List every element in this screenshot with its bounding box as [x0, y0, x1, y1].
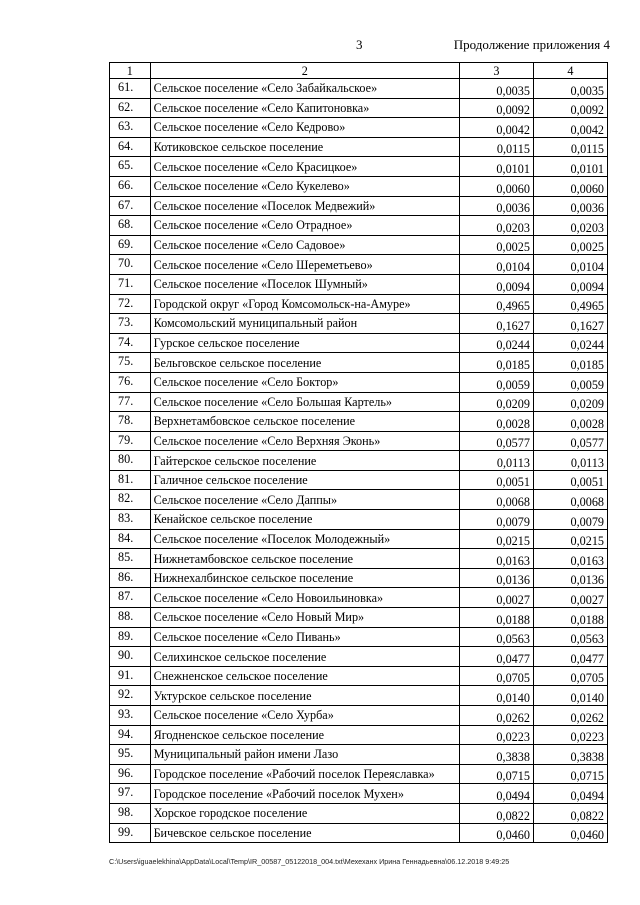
row-value-col4: 0,0051 [533, 470, 607, 490]
row-number: 90. [110, 647, 151, 667]
row-value-col4: 0,0042 [533, 118, 607, 138]
table-row [110, 157, 608, 177]
row-value-col4: 0,0036 [533, 196, 607, 216]
row-number: 74. [110, 333, 151, 353]
row-value-col3: 0,0244 [459, 333, 533, 353]
row-value-col3: 0,0203 [459, 216, 533, 236]
table-row [110, 529, 608, 549]
row-value-col3: 0,0059 [459, 372, 533, 392]
table-row [110, 608, 608, 628]
row-value-col3: 0,0092 [459, 98, 533, 118]
row-number: 69. [110, 235, 151, 255]
table-row [110, 314, 608, 334]
table-row [110, 470, 608, 490]
row-number: 81. [110, 470, 151, 490]
row-value-col3: 0,0101 [459, 157, 533, 177]
table-row [110, 216, 608, 236]
row-name: Сельское поселение «Село Пивань» [150, 627, 459, 647]
row-value-col4: 0,0060 [533, 176, 607, 196]
row-number: 75. [110, 353, 151, 373]
row-name: Сельское поселение «Село Боктор» [150, 372, 459, 392]
row-value-col3: 0,0477 [459, 647, 533, 667]
row-number: 93. [110, 706, 151, 726]
table-row [110, 353, 608, 373]
row-value-col4: 0,0188 [533, 608, 607, 628]
row-number: 65. [110, 157, 151, 177]
table-row [110, 784, 608, 804]
row-number: 67. [110, 196, 151, 216]
row-value-col3: 0,4965 [459, 294, 533, 314]
row-value-col4: 0,0209 [533, 392, 607, 412]
row-value-col3: 0,0185 [459, 353, 533, 373]
row-value-col3: 0,0094 [459, 274, 533, 294]
row-name: Сельское поселение «Село Отрадное» [150, 216, 459, 236]
row-value-col4: 0,0185 [533, 353, 607, 373]
table-row [110, 392, 608, 412]
row-number: 77. [110, 392, 151, 412]
row-name: Сельское поселение «Поселок Шумный» [150, 274, 459, 294]
row-value-col3: 0,0460 [459, 823, 533, 843]
row-value-col4: 0,0027 [533, 588, 607, 608]
row-number: 92. [110, 686, 151, 706]
row-name: Сельское поселение «Село Новоильиновка» [150, 588, 459, 608]
row-name: Городское поселение «Рабочий поселок Мухен» [150, 784, 459, 804]
footer-file-path: C:\Users\iguaelekhina\AppData\Local\Temp\IR_00587_05122018_004.txt\Мехеханх Ирина Геннадьевна\06.12.2018 9:49:25 [109, 857, 510, 866]
row-number: 68. [110, 216, 151, 236]
row-value-col3: 0,1627 [459, 314, 533, 334]
column-header-1: 1 [110, 63, 151, 79]
row-name: Сельское поселение «Поселок Молодежный» [150, 529, 459, 549]
row-value-col4: 0,3838 [533, 745, 607, 765]
table-row [110, 235, 608, 255]
row-value-col4: 0,0203 [533, 216, 607, 236]
table-row [110, 274, 608, 294]
table-row [110, 137, 608, 157]
row-name: Сельское поселение «Село Красицкое» [150, 157, 459, 177]
row-value-col3: 0,0042 [459, 118, 533, 138]
row-value-col3: 0,0563 [459, 627, 533, 647]
table-row [110, 568, 608, 588]
row-value-col3: 0,0028 [459, 412, 533, 432]
row-number: 97. [110, 784, 151, 804]
row-name: Сельское поселение «Село Новый Мир» [150, 608, 459, 628]
row-value-col3: 0,0163 [459, 549, 533, 569]
row-value-col3: 0,0113 [459, 451, 533, 471]
row-number: 84. [110, 529, 151, 549]
row-value-col4: 0,0705 [533, 666, 607, 686]
row-number: 63. [110, 118, 151, 138]
table-row [110, 98, 608, 118]
row-value-col3: 0,0060 [459, 176, 533, 196]
row-value-col3: 0,0051 [459, 470, 533, 490]
row-name: Сельское поселение «Село Даппы» [150, 490, 459, 510]
row-number: 96. [110, 764, 151, 784]
table-header [110, 63, 608, 79]
row-number: 85. [110, 549, 151, 569]
row-name: Сельское поселение «Село Кедрово» [150, 118, 459, 138]
row-value-col3: 0,0104 [459, 255, 533, 275]
row-name: Сельское поселение «Село Капитоновка» [150, 98, 459, 118]
distribution-table [109, 62, 608, 843]
row-value-col4: 0,0715 [533, 764, 607, 784]
table-row [110, 294, 608, 314]
row-name: Городской округ «Город Комсомольск-на-Амуре» [150, 294, 459, 314]
row-number: 88. [110, 608, 151, 628]
row-number: 99. [110, 823, 151, 843]
table-row [110, 549, 608, 569]
table-body [110, 79, 608, 843]
row-value-col4: 0,0563 [533, 627, 607, 647]
row-value-col4: 0,0101 [533, 157, 607, 177]
row-value-col3: 0,0136 [459, 568, 533, 588]
row-number: 94. [110, 725, 151, 745]
row-value-col4: 0,0494 [533, 784, 607, 804]
row-name: Комсомольский муниципальный район [150, 314, 459, 334]
table-row [110, 255, 608, 275]
row-value-col4: 0,0460 [533, 823, 607, 843]
row-name: Нижнетамбовское сельское поселение [150, 549, 459, 569]
row-name: Нижнехалбинское сельское поселение [150, 568, 459, 588]
table-row [110, 666, 608, 686]
row-number: 62. [110, 98, 151, 118]
row-value-col4: 0,0025 [533, 235, 607, 255]
row-name: Селихинское сельское поселение [150, 647, 459, 667]
row-value-col3: 0,0140 [459, 686, 533, 706]
row-value-col3: 0,0262 [459, 706, 533, 726]
row-value-col4: 0,0163 [533, 549, 607, 569]
table-row [110, 510, 608, 530]
table-row [110, 118, 608, 138]
row-name: Городское поселение «Рабочий поселок Переяславка» [150, 764, 459, 784]
table-row [110, 333, 608, 353]
row-number: 78. [110, 412, 151, 432]
row-name: Гурское сельское поселение [150, 333, 459, 353]
row-value-col3: 0,0215 [459, 529, 533, 549]
row-value-col3: 0,0068 [459, 490, 533, 510]
row-value-col4: 0,0244 [533, 333, 607, 353]
table-row [110, 627, 608, 647]
row-number: 95. [110, 745, 151, 765]
row-value-col3: 0,0822 [459, 803, 533, 823]
row-name: Верхнетамбовское сельское поселение [150, 412, 459, 432]
table-row [110, 725, 608, 745]
row-value-col4: 0,0140 [533, 686, 607, 706]
row-name: Котиковское сельское поселение [150, 137, 459, 157]
table-row [110, 412, 608, 432]
row-name: Муниципальный район имени Лазо [150, 745, 459, 765]
row-value-col3: 0,0494 [459, 784, 533, 804]
row-number: 70. [110, 255, 151, 275]
row-value-col4: 0,0104 [533, 255, 607, 275]
row-value-col3: 0,0223 [459, 725, 533, 745]
row-name: Галичное сельское поселение [150, 470, 459, 490]
table-row [110, 647, 608, 667]
table-row [110, 490, 608, 510]
row-value-col3: 0,0209 [459, 392, 533, 412]
row-name: Сельское поселение «Село Хурба» [150, 706, 459, 726]
row-value-col4: 0,0094 [533, 274, 607, 294]
row-value-col4: 0,0115 [533, 137, 607, 157]
row-value-col4: 0,0035 [533, 79, 607, 99]
row-value-col3: 0,0036 [459, 196, 533, 216]
row-value-col3: 0,0715 [459, 764, 533, 784]
row-number: 73. [110, 314, 151, 334]
row-value-col4: 0,4965 [533, 294, 607, 314]
table-row [110, 745, 608, 765]
row-value-col4: 0,0113 [533, 451, 607, 471]
row-name: Сельское поселение «Село Шереметьево» [150, 255, 459, 275]
row-number: 72. [110, 294, 151, 314]
row-name: Гайтерское сельское поселение [150, 451, 459, 471]
row-value-col3: 0,0577 [459, 431, 533, 451]
row-name: Сельское поселение «Село Большая Картель» [150, 392, 459, 412]
row-number: 61. [110, 79, 151, 99]
column-header-4: 4 [533, 63, 607, 79]
row-number: 91. [110, 666, 151, 686]
table-row [110, 176, 608, 196]
row-name: Сельское поселение «Село Кукелево» [150, 176, 459, 196]
row-value-col4: 0,0822 [533, 803, 607, 823]
table-row [110, 803, 608, 823]
continuation-label: Продолжение приложения 4 [453, 37, 610, 52]
row-number: 66. [110, 176, 151, 196]
row-name: Сельское поселение «Село Забайкальское» [150, 79, 459, 99]
table-row [110, 823, 608, 843]
row-value-col3: 0,0705 [459, 666, 533, 686]
row-number: 71. [110, 274, 151, 294]
table-row [110, 196, 608, 216]
row-value-col4: 0,0028 [533, 412, 607, 432]
row-value-col4: 0,0262 [533, 706, 607, 726]
row-number: 76. [110, 372, 151, 392]
table-row [110, 686, 608, 706]
row-value-col3: 0,0035 [459, 79, 533, 99]
row-name: Кенайское сельское поселение [150, 510, 459, 530]
row-value-col4: 0,0092 [533, 98, 607, 118]
table-row [110, 372, 608, 392]
row-name: Сельское поселение «Село Садовое» [150, 235, 459, 255]
table-row [110, 706, 608, 726]
row-number: 64. [110, 137, 151, 157]
row-number: 89. [110, 627, 151, 647]
row-value-col4: 0,0079 [533, 510, 607, 530]
row-number: 86. [110, 568, 151, 588]
row-number: 83. [110, 510, 151, 530]
row-name: Ягодненское сельское поселение [150, 725, 459, 745]
row-value-col3: 0,3838 [459, 745, 533, 765]
row-name: Бельговское сельское поселение [150, 353, 459, 373]
page-number: 3 [356, 37, 363, 52]
column-header-2: 2 [150, 63, 459, 79]
row-value-col4: 0,0577 [533, 431, 607, 451]
row-name: Уктурское сельское поселение [150, 686, 459, 706]
row-value-col3: 0,0188 [459, 608, 533, 628]
table-row [110, 764, 608, 784]
row-value-col3: 0,0027 [459, 588, 533, 608]
row-number: 80. [110, 451, 151, 471]
row-value-col4: 0,0477 [533, 647, 607, 667]
table-row [110, 588, 608, 608]
row-value-col4: 0,0215 [533, 529, 607, 549]
row-value-col3: 0,0079 [459, 510, 533, 530]
row-number: 82. [110, 490, 151, 510]
header-row [110, 63, 608, 79]
row-value-col3: 0,0115 [459, 137, 533, 157]
row-value-col4: 0,1627 [533, 314, 607, 334]
row-name: Бичевское сельское поселение [150, 823, 459, 843]
row-name: Хорское городское поселение [150, 803, 459, 823]
row-value-col4: 0,0068 [533, 490, 607, 510]
row-value-col4: 0,0223 [533, 725, 607, 745]
row-number: 87. [110, 588, 151, 608]
row-number: 79. [110, 431, 151, 451]
table-row [110, 79, 608, 99]
row-number: 98. [110, 803, 151, 823]
row-value-col4: 0,0136 [533, 568, 607, 588]
table-row [110, 451, 608, 471]
row-value-col3: 0,0025 [459, 235, 533, 255]
table-row [110, 431, 608, 451]
column-header-3: 3 [459, 63, 533, 79]
row-name: Снежненское сельское поселение [150, 666, 459, 686]
row-name: Сельское поселение «Село Верхняя Эконь» [150, 431, 459, 451]
row-name: Сельское поселение «Поселок Медвежий» [150, 196, 459, 216]
row-value-col4: 0,0059 [533, 372, 607, 392]
